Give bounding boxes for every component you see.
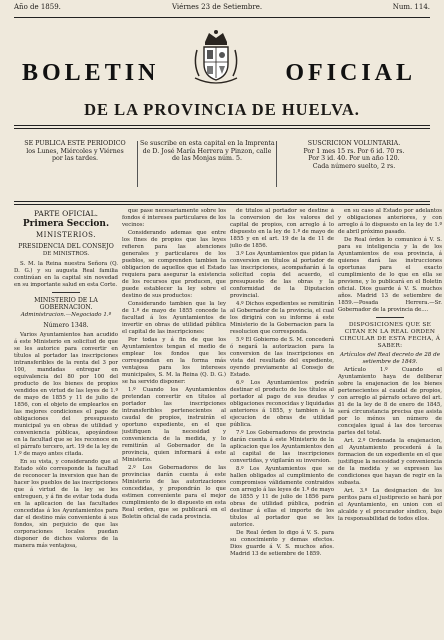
price-line: Por 1 mes 15 rs. Por 6 id. 70 rs. — [303, 147, 405, 155]
schedule-line: por las tardes. — [51, 155, 99, 163]
paragraph: Varios Ayuntamientos han acudido á este Ministerio en solicitud de que se les autorice para convertir en títulos al portador las inscripciones intransferibles de la renta del 3 por 100, mandadas entregar en equivalencia del 80 por 100 del producto de los bienes de propios vendidos en virtud de las leyes de 1.º de mayo de 1855 y 11 de julio de 1856, con el objeto de emplearlos en las mejores condiciones el pago de obligaciones del presupuesto municipal ya en obras de utilidad y conveniencia públicas, apoyándose en la facultad que se les reconoce en el párrafo tercero, art. 19 de la ley de 1.º de mayo antes citada. — [14, 332, 118, 457]
masthead-subtitle: DE LA PROVINCIA DE HUELVA. — [84, 100, 360, 119]
paragraph: 5.º El Gobierno de S. M. concederá ó negará la autorizacion para la conversion de las inscripciones en vista del resultado del expediente, oyendo previamente al Consejo de Estado. — [230, 337, 334, 378]
paragraph: 4.º Dichos expedientes se remitirán al Gobernador de la provincia, el cual los dirigirá con su informe á este Ministerio de la Gobernacion para la resolucion que corresponda. — [230, 301, 334, 335]
location-line: Se suscribe en esta capital en la Imprenta — [140, 140, 275, 147]
paragraph: S. M. la Reina nuestra Señora (Q. D. G.) y su augusta Real familia continúan en la capital sin novedad en su importante salud en esta Corte. — [14, 261, 118, 288]
royal-coat-of-arms-icon — [185, 28, 247, 90]
subtitle-rule-double — [14, 128, 430, 129]
paragraph: en su caso al Estado por adelantos y obligaciones anteriores, y con arreglo á lo dispuesto en la ley de 1.º de abril próximo pasado. — [338, 208, 442, 235]
paragraph: que pase necesariamente sobre los fondos é intereses particulares de los vecinos: — [122, 208, 226, 228]
decree-articles-heading: Artículos del Real decreto de 28 de setiembre de 1849. — [339, 352, 441, 365]
price-line: Por 3 id. 40. Por un año 120. — [308, 155, 400, 163]
paragraph: Art. 3.º La designacion de los peritos para el justiprecio se hará por el Ayuntamiento, en union con el alcalde y el procurador síndico, bajo la responsabilidad de todos ellos. — [338, 488, 442, 522]
paragraph: 7.º Los Gobernadores de provincia darán cuenta á este Ministerio de la aplicacion que los Ayuntamientos den al capital de las inscripciones convertidas, y vigilarán su inversion. — [230, 430, 334, 464]
subscription-location — [140, 140, 274, 163]
paragraph: De Real órden lo digo á V. S. para su conocimiento y demas efectos. Dios guarde á V. S. muchos años. Madrid 13 de setiembre de 1859. — [230, 530, 334, 557]
location-line: de las Monjas núm. 5. — [171, 155, 243, 163]
section-subheading: Primera Seccion. — [22, 219, 110, 229]
paragraph: En su vista, y considerando que al Estado sólo corresponde la facultad de reconocer la inversion que han de hacer los pueblos de las inscripciones que á virtud de la ley se les entreguen, y á fin de evitar toda duda en la aplicacion de las facultades concedidas á los Ayuntamientos para dar el destino más conveniente á sus fondos, sin perjuicio de que las corporaciones locales puedan disponer de dichos valores de la manera más ventajosa, — [14, 459, 118, 549]
paragraph: de títulos al portador se destine á la conversion de los valores del capital de propios, con arreglo á lo dispuesto en la ley de 1.º de mayo de 1855 y en el art. 19 de la de 11 de julio de 1856. — [230, 208, 334, 249]
document-number: Número 1348. — [43, 322, 89, 329]
top-rule — [14, 17, 430, 18]
paragraph: Considerando ademas que entre los fines de propios que las leyes refieren para las atenciones generales y particulares de los pueblos, se comprenden tambien la obligacion de aquellos que el Estado requiera para asegurar la existencia de los recursos que producen, que puede establecer la ley sobre el destino de sus productos: — [122, 230, 226, 299]
publication-schedule — [14, 140, 136, 163]
department-line: Administracion.—Negociado 1.º — [20, 312, 112, 318]
paragraph: 6.º Los Ayuntamientos podrán destinar el producto de los títulos al portador al pago de sus deudas y obligaciones reconocidas y liquidadas anteriores á 1855, y tambien á la ejecucion de obras de utilidad pública. — [230, 380, 334, 428]
issue-number: Num. 114. — [392, 3, 430, 11]
info-rule-double — [14, 204, 430, 205]
paragraph: Artículo 1.º Cuando el Ayuntamiento haya de deliberar sobre la enajenacion de los bienes pertenecientes al caudal de propios, con arreglo al párrafo octavo del art. 81 de la ley de 8 de enero de 1845, será circunstancia precisa que asista por lo ménos un número de concejales igual á las dos terceras partes del total. — [338, 367, 442, 436]
presidency-heading: PRESIDENCIA DEL CONSEJO — [18, 243, 114, 250]
paragraph: De Real órden lo comunico á V. S. para su inteligencia y la de los Ayuntamientos de esa provincia, á quienes dará las instrucciones oportunas para el exacto cumplimiento de lo que en ella se previene, y lo publicará en el Boletin oficial. Dios guarde á V. S. muchos años. Madrid 13 de setiembre de 1859.—Posada Herrera.—Sr. Gobernador de la provincia de.... — [338, 237, 442, 313]
section-heading: PARTE OFICIAL. — [34, 209, 98, 218]
paragraph: 2.º Los Gobernadores de las provincias darán cuenta á este Ministerio de las autorizaciones concedidas, y propondrán lo que estimen conveniente para el mejor cumplimiento de lo dispuesto en esta Real orden, que se publicará en el Boletin oficial de cada provincia. — [122, 465, 226, 520]
issue-date: Viérnes 23 de Setiembre. — [172, 3, 263, 11]
paragraph: Por todas y á fin de que los Ayuntamientos tengan el medio de emplear los fondos que les correspondan en la forma más ventajosa para los intereses municipales, S. M. la Reina (Q. D. G.) se ha servido disponer: — [122, 337, 226, 385]
issue-line — [14, 3, 430, 15]
text-column-2 — [122, 208, 226, 638]
text-column-3 — [230, 208, 334, 638]
ministries-heading: MINISTERIOS. — [36, 231, 96, 239]
price-line: Cada número suelto, 2 rs. — [312, 162, 396, 170]
subscription-prices — [278, 140, 430, 170]
info-divider — [276, 141, 277, 187]
info-divider — [137, 141, 138, 187]
price-line: SUSCRICION VOLUNTARIA. — [307, 140, 401, 147]
schedule-line: SE PUBLICA ESTE PERIODICO — [24, 140, 126, 147]
presidency-subheading: DE MINISTROS. — [42, 251, 90, 257]
text-column-1 — [14, 208, 118, 638]
masthead — [14, 22, 430, 92]
publication-info — [14, 140, 430, 200]
paragraph: 3.º Los Ayuntamientos que pidan la conversion en títulos al portador de las inscripciones, acompañarán á la solicitud copia del acuerdo, el presupuesto de las obras y la conformidad de la Diputacion provincial. — [230, 251, 334, 299]
info-rule — [14, 201, 430, 202]
paragraph: Art. 2.º Ordenada la enajenacion, el Ayuntamiento procederá á la formacion de un expediente en el que justifique la necesidad y conveniencia de la medida y se expresen las condiciones que hayan de regir en la subasta. — [338, 438, 442, 486]
ministry-heading: MINISTERIO DE LA GOBERNACION. — [34, 297, 98, 311]
dispositions-heading: DISPOSICIONES QUE SE CITAN EN LA REAL ORDEN CIRCULAR DE ESTA FECHA, Á SABER: — [339, 322, 441, 349]
location-line: de D. José María Herrera y Pinzon, calle — [142, 147, 272, 155]
paragraph: 1.º Cuando los Ayuntamientos pretendan convertir en títulos al portador las inscripciones intransferibles pertenecientes al caudal de propios, instruirán el oportuno expediente, en el que justifiquen la necesidad y conveniencia de la medida, y lo remitirán al Gobernador de la provincia, quien informará á este Ministerio. — [122, 387, 226, 463]
subtitle-rule — [14, 125, 430, 126]
masthead-word-oficial: OFICIAL — [285, 60, 416, 86]
schedule-line: los Lunes, Miércoles y Viérnes — [26, 147, 124, 155]
separator — [52, 292, 80, 293]
issue-year: Año de 1859. — [14, 3, 61, 11]
separator — [376, 317, 404, 318]
masthead-word-boletin: BOLETIN — [22, 60, 160, 86]
paragraph: Considerando tambien que la ley de 1.º de mayo de 1855 concede la facultad á los Ayuntamientos de invertir en obras de utilidad pública el capital de las inscripciones: — [122, 301, 226, 335]
paragraph: 8.º Los Ayuntamientos que se hallen obligados al cumplimiento de compromisos válidamente contraidos con arreglo á las leyes de 1.º de mayo de 1855 y 11 de julio de 1856 para obras de utilidad pública, podrán destinar á ellas el importe de los títulos al portador que se les autorice. — [230, 466, 334, 528]
text-column-4 — [338, 208, 442, 638]
